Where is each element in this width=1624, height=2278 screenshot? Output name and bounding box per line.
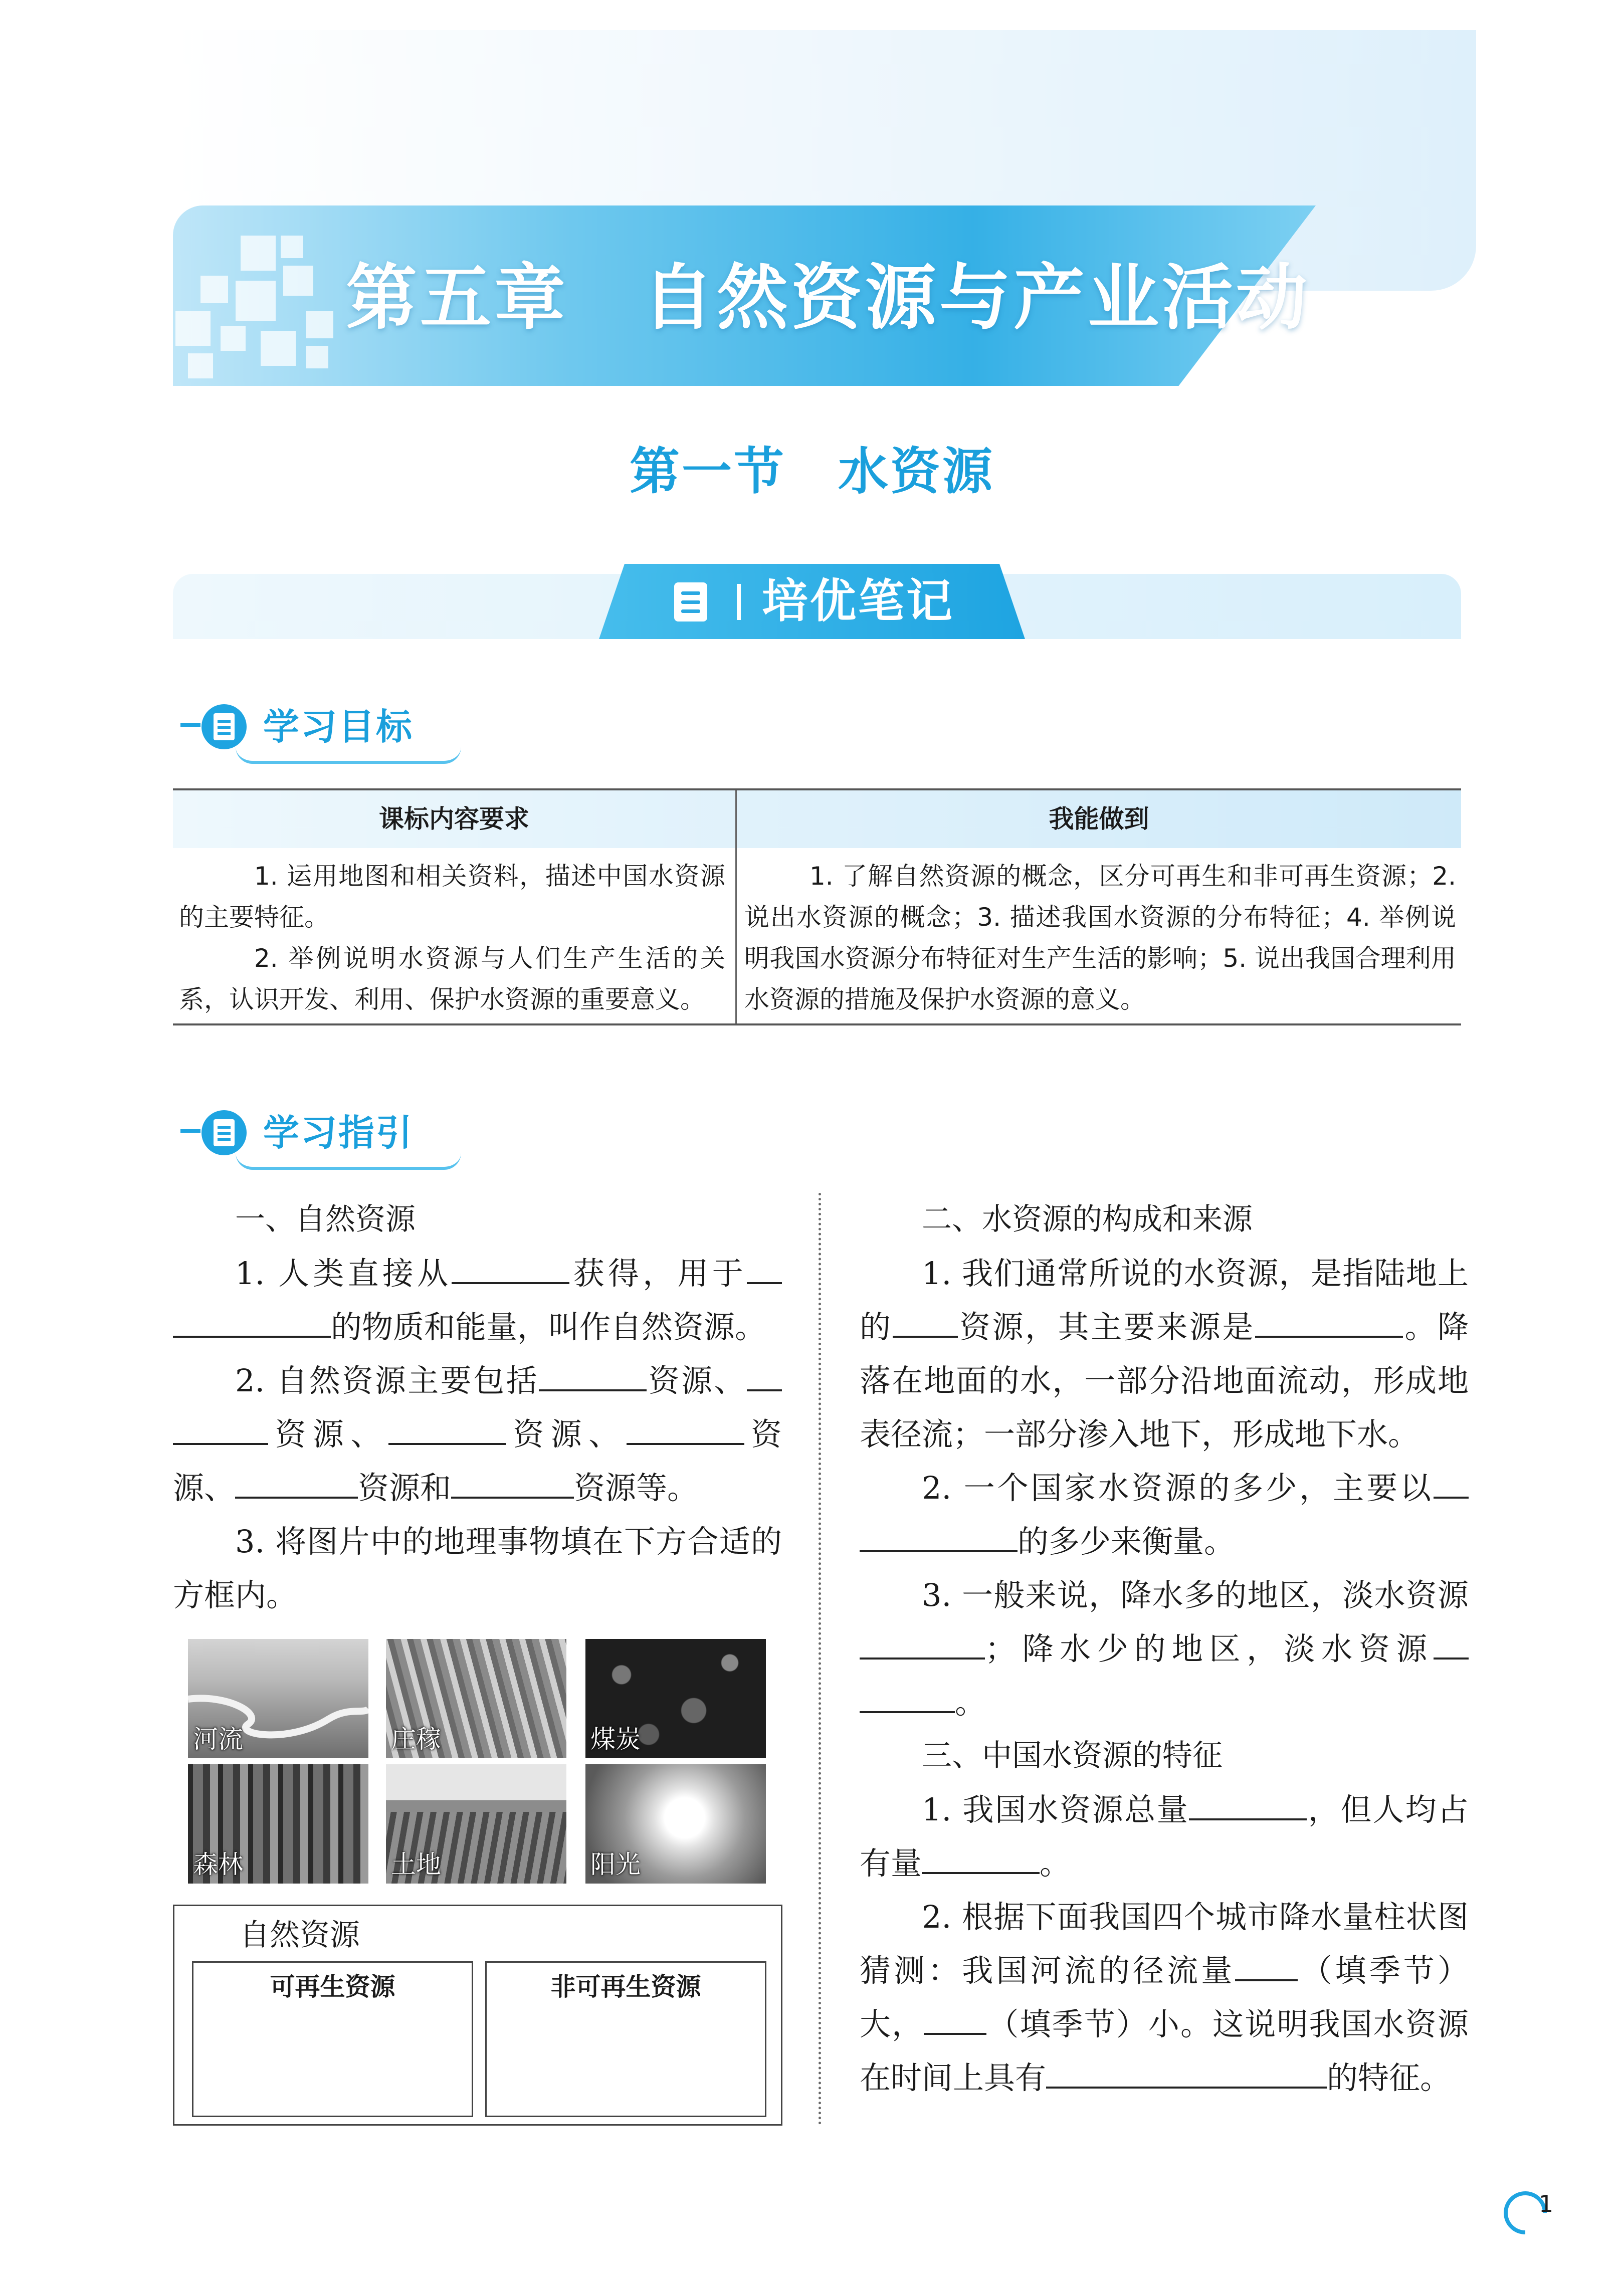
study-guide-title: 学习指引 <box>263 1112 414 1154</box>
answer-blank[interactable] <box>1046 2059 1327 2089</box>
section-title: 第一节 水资源 <box>630 442 994 501</box>
feature-question-2: 2. 根据下面我国四个城市降水量柱状图猜测：我国河流的径流量 （填季节）大， （填季节）小。这说明我国水资源在时间上具有 的特征。 <box>860 1899 1469 2096</box>
renewable-label: 可再生资源 <box>270 1972 395 2001</box>
feature-question-1: 1. 我国水资源总量 ，但人均占有量 。 <box>860 1791 1469 1882</box>
photo-river: 河流 <box>188 1639 368 1758</box>
heading-china-water-features: 三、中国水资源的特征 <box>922 1738 1223 1773</box>
document-icon <box>201 704 247 749</box>
photo-land: 土地 <box>386 1764 566 1884</box>
question-3: 3. 将图片中的地理事物填在下方合适的方框内。 <box>173 1523 782 1613</box>
photo-sunlight: 阳光 <box>585 1764 766 1884</box>
answer-blank[interactable] <box>235 1470 358 1499</box>
study-goals-heading <box>180 694 481 764</box>
answer-blank[interactable] <box>924 2006 986 2035</box>
study-guide-heading <box>180 1100 481 1170</box>
nonrenewable-box[interactable] <box>485 1961 766 2117</box>
document-icon <box>201 1110 247 1155</box>
answer-blank[interactable] <box>388 1416 506 1445</box>
answer-blank[interactable] <box>747 1362 782 1391</box>
answer-blank[interactable] <box>893 1309 958 1338</box>
standard-item-2: 2. 举例说明水资源与人们生产生活的关系，认识开发、利用、保护水资源的重要意义。 <box>179 944 725 1014</box>
answer-blank[interactable] <box>1434 1470 1469 1499</box>
answer-blank[interactable] <box>452 1255 569 1284</box>
answer-blank[interactable] <box>173 1309 331 1338</box>
chapter-title: 第五章 自然资源与产业活动 <box>346 257 1310 339</box>
answer-blank[interactable] <box>860 1684 955 1713</box>
answer-blank[interactable] <box>173 1416 268 1445</box>
heading-water-composition: 二、水资源的构成和来源 <box>922 1202 1253 1237</box>
objectives-table <box>173 788 1461 1025</box>
question-2: 2. 自然资源主要包括 资源、资源、 资源、 资源、 资源和 资源等。 <box>173 1362 782 1506</box>
answer-blank[interactable] <box>1255 1309 1403 1338</box>
column-divider <box>819 1193 821 2125</box>
answer-blank[interactable] <box>747 1255 782 1284</box>
page-number: 1 <box>1539 2190 1554 2217</box>
water-question-3: 3. 一般来说，降水多的地区，淡水资源；降水少的地区，淡水资源。 <box>860 1568 1469 1729</box>
answer-blank[interactable] <box>451 1470 574 1499</box>
document-icon <box>674 582 707 622</box>
photo-coal: 煤炭 <box>585 1639 766 1758</box>
answer-blank[interactable] <box>922 1845 1040 1874</box>
photo-crops: 庄稼 <box>386 1639 566 1758</box>
answer-blank[interactable] <box>860 1630 985 1660</box>
table-header-standard: 课标内容要求 <box>379 804 529 834</box>
answer-blank[interactable] <box>1434 1630 1469 1660</box>
water-question-1: 1. 我们通常所说的水资源，是指陆地上的 资源，其主要来源是 。降落在地面的水，一部分沿地面流动，形成地表径流；一部分渗入地下，形成地下水。 <box>860 1255 1469 1453</box>
question-1: 1. 人类直接从 获得，用于的物质和能量，叫作自然资源。 <box>173 1247 782 1354</box>
answer-blank[interactable] <box>539 1362 647 1391</box>
heading-natural-resources: 一、自然资源 <box>235 1202 416 1237</box>
table-cell-can-do: 1. 了解自然资源的概念，区分可再生和非可再生资源；2. 说出水资源的概念；3. 描述我国水资源的分布特征；4. 举例说明我国水资源分布特征对生产生活的影响；5. 说出我国合理利用水资源的措施及保护水资源的意义。 <box>744 862 1456 1014</box>
notes-banner-title: 培优笔记 <box>762 574 955 628</box>
nonrenewable-label: 非可再生资源 <box>550 1972 701 2001</box>
water-question-2: 2. 一个国家水资源的多少，主要以的多少来衡量。 <box>860 1461 1469 1568</box>
standard-item-1: 1. 运用地图和相关资料，描述中国水资源的主要特征。 <box>179 862 725 932</box>
answer-blank[interactable] <box>1235 1952 1298 1981</box>
answer-blank[interactable] <box>1189 1791 1307 1820</box>
renewable-box[interactable] <box>192 1961 473 2117</box>
answer-blank[interactable] <box>860 1523 1018 1552</box>
answer-blank[interactable] <box>627 1416 744 1445</box>
study-goals-title: 学习目标 <box>263 706 414 748</box>
table-cell-standard <box>179 856 725 1020</box>
photo-forest: 森林 <box>188 1764 368 1884</box>
box-title: 自然资源 <box>240 1918 360 1953</box>
guide-right-column <box>860 1193 1469 2105</box>
banner-separator <box>737 584 741 620</box>
natural-resources-box <box>173 1905 782 2126</box>
guide-left-column <box>173 1193 782 1622</box>
table-header-can-do: 我能做到 <box>1049 804 1149 834</box>
